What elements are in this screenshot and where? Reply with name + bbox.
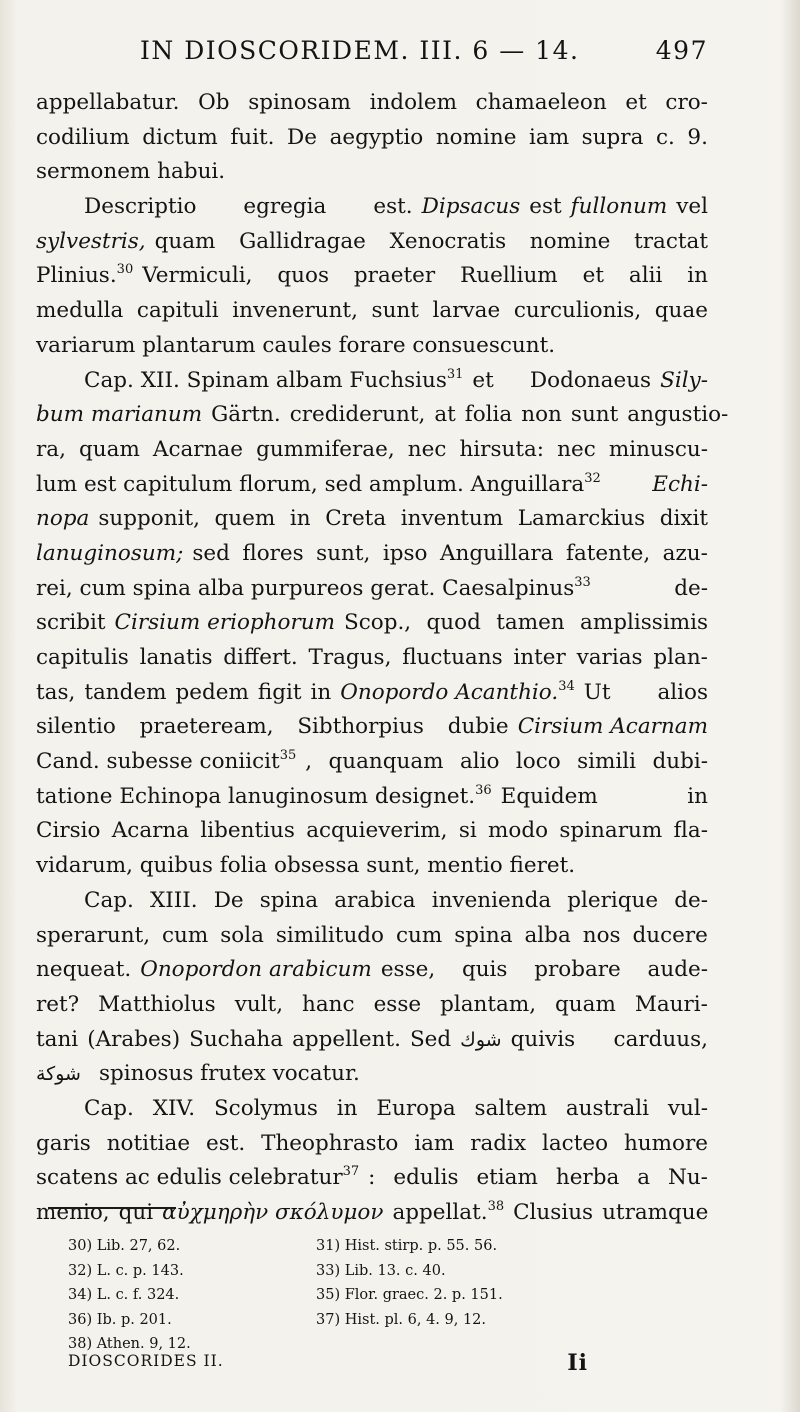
running-title: IN DIOSCORIDEM. III. 6 — 14. [140, 36, 580, 65]
text-line [36, 1196, 708, 1231]
word: radix [470, 1130, 527, 1156]
footnote-reference: 38 [487, 1199, 505, 1214]
word: Tragus, [308, 645, 392, 670]
word: inventum [400, 506, 504, 532]
text-line [36, 849, 708, 884]
text-line [36, 433, 708, 468]
word: sunt, [316, 540, 371, 566]
text-line [36, 780, 708, 815]
word: tandem [84, 679, 167, 705]
text-segment [98, 502, 708, 537]
text-line [36, 121, 708, 156]
text-segment [36, 710, 509, 745]
word: , [305, 749, 313, 775]
italic-text: αὐχμηρὴν σκόλυμον [162, 1200, 384, 1225]
text-segment [513, 1196, 708, 1231]
italic-text: Onopordon arabicum [140, 957, 372, 983]
text-segment [192, 537, 708, 572]
footnote-reference: 37 [342, 1164, 360, 1180]
word: esse [373, 991, 422, 1017]
footnote: 37) Hist. pl. 6, 4. 9, 12. [316, 1311, 487, 1328]
word: loco [515, 749, 561, 775]
word: capitulis [36, 645, 129, 670]
signature-mark: Ii [567, 1350, 588, 1376]
text-line [36, 1057, 708, 1092]
text-segment: de- [674, 575, 708, 601]
word: et [472, 367, 494, 393]
word: plantam, [440, 991, 537, 1017]
word: aegyptio [329, 124, 424, 150]
footnote-row [68, 1283, 628, 1308]
word: tractat [634, 228, 708, 254]
word: si [458, 818, 477, 844]
word: lacteo [541, 1130, 609, 1156]
word: edulis [393, 1165, 459, 1191]
text-line [36, 1092, 708, 1127]
word: invenienda [431, 887, 552, 913]
word: ret? [36, 991, 80, 1017]
word: Anguillara [439, 540, 554, 566]
word: supponit, [98, 506, 200, 532]
word: tas, [36, 679, 76, 705]
word: spina [454, 922, 513, 948]
word: a [637, 1165, 651, 1191]
text-segment: sermonem habui. [36, 159, 226, 185]
word: saltem [474, 1095, 548, 1121]
word: Matthiolus [98, 991, 216, 1017]
text-segment [511, 1023, 708, 1058]
footnote: 31) Hist. stirp. p. 55. 56. [316, 1238, 498, 1254]
text-line [36, 155, 708, 190]
text-line [36, 468, 708, 503]
word: Dodonaeus [529, 367, 652, 393]
italic-text: Echi- [652, 471, 708, 497]
word: utramque [602, 1200, 709, 1225]
word: praeteream, [139, 714, 274, 740]
text-line [36, 884, 708, 919]
word: in [310, 679, 332, 705]
footnote: 35) Flor. graec. 2. p. 151. [316, 1287, 503, 1303]
word: herba [555, 1165, 620, 1191]
word: 9. [687, 124, 708, 150]
word: Theophrasto [261, 1130, 399, 1156]
word: modo [488, 818, 549, 844]
text-line [36, 502, 708, 537]
footnote: 34) L. c. f. 324. [68, 1287, 180, 1303]
italic-text: Dipsacus [421, 194, 521, 220]
text-segment [84, 190, 413, 225]
word: nomine [529, 228, 611, 254]
word: esse, [380, 957, 436, 983]
text-segment: scatens ac edulis celebratur [36, 1165, 343, 1191]
word: De [213, 887, 244, 913]
italic-text: Sily- [660, 367, 708, 393]
word: inter [513, 645, 566, 670]
text-line [36, 988, 708, 1023]
word: invenerunt, [232, 298, 358, 324]
word: flores [242, 540, 304, 566]
text-segment: est [529, 194, 562, 220]
word: sunt [371, 298, 419, 324]
word: spinarum [559, 818, 663, 844]
text-segment: Plinius. [36, 263, 117, 289]
text-segment [344, 606, 708, 641]
word: etiam [476, 1165, 538, 1191]
word: spina [259, 887, 319, 913]
word: Suchaha [189, 1026, 284, 1052]
italic-text: sylvestris, [36, 228, 146, 254]
word: Vermiculi, [142, 263, 253, 289]
word: Ob [198, 90, 230, 115]
word: Equidem [500, 783, 598, 809]
word: sed [192, 540, 230, 566]
text-segment [84, 884, 708, 919]
footnote: 30) Lib. 27, 62. [68, 1238, 181, 1254]
word: tani [36, 1026, 79, 1052]
word: nomine [435, 124, 517, 150]
word: gummiferae, [256, 436, 395, 462]
word: est. [205, 1130, 246, 1156]
word: Mauri- [634, 991, 708, 1017]
text-segment [36, 1023, 451, 1058]
word: quae [654, 298, 708, 324]
word: dictum [142, 124, 218, 150]
text-segment: vel [676, 194, 708, 220]
text-line [36, 606, 708, 641]
word: qui [118, 1200, 154, 1225]
footnote-reference: 33 [574, 574, 591, 590]
word: in [336, 1095, 358, 1121]
footnote: 36) Ib. p. 201. [68, 1311, 172, 1328]
word: Xenocratis [389, 228, 507, 254]
italic-text: lanuginosum; [36, 540, 184, 566]
word: Cirsio [36, 818, 101, 844]
word: humore [623, 1130, 708, 1156]
word: cum [162, 922, 209, 948]
word: quanquam [328, 749, 444, 775]
word: dixit [659, 506, 708, 532]
italic-text: nopa [36, 506, 90, 532]
footnote: 32) L. c. p. 143. [68, 1262, 184, 1279]
word: hirsuta: [459, 436, 545, 462]
word: XIV. [152, 1095, 196, 1121]
word: Acarna [111, 818, 190, 844]
word: c. [655, 124, 675, 150]
text-line [36, 398, 729, 433]
word: Nu- [668, 1165, 708, 1191]
word: fluctuans [402, 645, 503, 670]
text-segment [211, 398, 728, 433]
word: quam [79, 436, 140, 462]
word: : [368, 1165, 376, 1191]
word: Sed [409, 1026, 452, 1052]
word: codilium [36, 124, 130, 150]
word: Sibthorpius [297, 714, 424, 740]
word: De [287, 124, 317, 150]
word: quam [555, 991, 616, 1017]
word: appellabatur. [36, 90, 180, 115]
word: sola [220, 922, 264, 948]
footnotes [68, 1234, 628, 1357]
word: Scop., [344, 610, 412, 636]
footnote-reference: 31 [446, 366, 464, 382]
text-segment [501, 780, 708, 815]
text-line [36, 919, 708, 954]
word: minuscu- [608, 436, 708, 462]
word: egregia [243, 194, 327, 220]
text-line [36, 86, 708, 121]
italic-text: Cirsium Acarnam [517, 714, 708, 740]
word: lanatis [139, 645, 213, 670]
text-segment [36, 814, 708, 849]
arabic-word: شوكة [36, 1063, 81, 1086]
word: figit [257, 679, 302, 705]
footnote-reference: 30 [116, 262, 134, 278]
text-segment [36, 1127, 708, 1162]
footnote: 38) Athen. 9, 12. [68, 1336, 191, 1352]
word: nec [557, 436, 596, 462]
text-segment [36, 919, 708, 954]
text-segment [36, 121, 708, 156]
word: in [687, 783, 708, 809]
text-segment [584, 676, 708, 711]
text-segment [36, 86, 708, 121]
word: Ruellium [460, 263, 558, 289]
word: Cap. [84, 1095, 134, 1121]
text-line [36, 1023, 708, 1058]
word: in [289, 506, 311, 532]
text-segment: rei, cum spina alba purpureos gerat. Caesalpinus [36, 575, 575, 601]
signature-text: DIOSCORIDES II. [68, 1352, 224, 1370]
word: cro- [665, 90, 708, 115]
footnote-reference: 32 [584, 470, 601, 486]
word: Europa [376, 1095, 456, 1121]
text-line [36, 364, 708, 399]
text-segment [36, 1196, 153, 1231]
word: Cap. [84, 887, 134, 913]
text-segment [381, 953, 708, 988]
word: australi [565, 1095, 650, 1121]
word: notitiae [106, 1130, 191, 1156]
word: vul- [667, 1095, 708, 1121]
text-segment [36, 433, 708, 468]
word: indolem [369, 90, 457, 115]
word: de- [674, 887, 708, 913]
text-segment [36, 641, 708, 676]
word: hanc [302, 991, 355, 1017]
footnote-reference: 34 [558, 678, 575, 694]
footnote-row [68, 1259, 628, 1284]
italic-text: Cirsium eriophorum [114, 610, 335, 636]
word: Clusius [513, 1200, 594, 1225]
word: praeter [353, 263, 436, 289]
word: quivis [510, 1026, 576, 1052]
footnote-row [68, 1234, 628, 1259]
word: plan- [653, 645, 708, 670]
word: azu- [662, 540, 708, 566]
word: amplissimis [580, 610, 708, 636]
word: at [434, 402, 456, 428]
word: fatente, [565, 540, 651, 566]
word: et [582, 263, 604, 289]
word: iam [529, 124, 570, 150]
word: pedem [175, 679, 249, 705]
word: in [687, 263, 708, 289]
word: plerique [567, 887, 659, 913]
text-line [36, 225, 708, 260]
word: simili [577, 749, 637, 775]
text-segment: Cand. subesse coniicit [36, 749, 280, 775]
text-segment: scribit [36, 610, 106, 636]
word: carduus, [613, 1026, 708, 1052]
footnote-row [68, 1308, 628, 1333]
word: probare [534, 957, 621, 983]
text-segment: appellat. [392, 1200, 488, 1225]
word: appellent. [292, 1026, 401, 1052]
word: similitudo [275, 922, 384, 948]
text-line [36, 814, 708, 849]
word: Descriptio [84, 194, 197, 220]
word: alba [524, 922, 571, 948]
footnote-reference: 35 [279, 748, 297, 764]
word: quem [214, 506, 276, 532]
italic-text: fullonum [570, 194, 668, 220]
word: menio, [36, 1200, 110, 1225]
text-segment [368, 1161, 708, 1196]
signature-line [68, 1350, 588, 1376]
word: nos [582, 922, 621, 948]
word: est. [373, 194, 413, 220]
word: quod [426, 610, 481, 636]
word: fuit. [230, 124, 275, 150]
word: angustio- [627, 402, 729, 428]
word: nec [407, 436, 447, 462]
word: ducere [632, 922, 708, 948]
word: alios [657, 679, 708, 705]
text-segment [142, 259, 708, 294]
text-line [36, 676, 708, 711]
word: curculionis, [513, 298, 642, 324]
text-segment: lum est capitulum florum, sed amplum. Anguillara [36, 471, 585, 497]
word: non [521, 402, 562, 428]
word: (Arabes) [87, 1026, 181, 1052]
footnote: 33) Lib. 13. c. 40. [316, 1262, 446, 1279]
word: medulla [36, 298, 124, 324]
word: cum [395, 922, 443, 948]
word: larvae [432, 298, 501, 324]
text-segment: spinosus frutex vocatur. [98, 1061, 360, 1087]
text-line [36, 1127, 708, 1162]
word: fla- [673, 818, 708, 844]
text-line [36, 294, 708, 329]
word: vult, [234, 991, 284, 1017]
text-line [36, 537, 708, 572]
word: XIII. [149, 887, 198, 913]
text-segment [36, 676, 331, 711]
word: garis [36, 1130, 91, 1156]
word: sunt [570, 402, 619, 428]
word: alio [459, 749, 500, 775]
main-text [36, 86, 729, 1231]
text-segment: tatione Echinopa lanuginosum designet. [36, 783, 476, 809]
word: dubi- [652, 749, 708, 775]
word: ipso [382, 540, 428, 566]
word: supra [581, 124, 644, 150]
word: crediderunt, [289, 402, 426, 428]
text-line [36, 259, 708, 294]
text-line [36, 1161, 708, 1196]
word: spinosam [248, 90, 351, 115]
word: iam [414, 1130, 455, 1156]
word: Acarnae [152, 436, 243, 462]
text-segment: variarum plantarum caules forare consuescunt. [36, 332, 556, 358]
footnote-reference: 36 [475, 782, 492, 798]
text-segment [155, 225, 708, 260]
word: acquieverim, [306, 818, 448, 844]
word: alii [628, 263, 663, 289]
word: dubie [447, 714, 509, 740]
text-line [36, 710, 708, 745]
word: varias [576, 645, 643, 670]
italic-text: Onopordo Acanthio. [340, 679, 559, 705]
word: quos [277, 263, 330, 289]
text-line [36, 572, 708, 607]
text-segment: Cap. XII. Spinam albam Fuchsius [84, 367, 447, 393]
text-line [36, 953, 708, 988]
text-segment [305, 745, 708, 780]
page-number: 497 [655, 36, 708, 65]
text-segment: vidarum, quibus folia obsessa sunt, mentio fieret. [36, 853, 576, 879]
word: Gärtn. [211, 402, 281, 428]
word: sperarunt, [36, 922, 151, 948]
running-header [36, 36, 708, 72]
word: libentius [200, 818, 295, 844]
word: Ut [583, 679, 611, 705]
text-line [36, 190, 708, 225]
word: ra, [36, 436, 66, 462]
word: quis [461, 957, 508, 983]
word: silentio [36, 714, 116, 740]
word: differt. [223, 645, 298, 670]
word: aude- [647, 957, 708, 983]
word: Scolymus [213, 1095, 318, 1121]
text-line [36, 329, 708, 364]
word: Lamarckius [517, 506, 646, 532]
italic-text: bum marianum [36, 402, 203, 428]
text-segment [36, 988, 708, 1023]
word: et [625, 90, 647, 115]
text-line [36, 641, 708, 676]
arabic-word: شوك [460, 1028, 502, 1051]
text-segment [36, 294, 708, 329]
word: capituli [136, 298, 219, 324]
text-segment: nequeat. [36, 957, 132, 983]
word: Gallidragae [239, 228, 366, 254]
word: arabica [334, 887, 416, 913]
text-line [36, 745, 708, 780]
footnote-rule [48, 1207, 176, 1209]
word: chamaeleon [475, 90, 607, 115]
word: tamen [496, 610, 565, 636]
text-segment [472, 364, 651, 399]
word: folia [464, 402, 513, 428]
word: quam [154, 228, 216, 254]
word: Creta [325, 506, 387, 532]
text-segment [84, 1092, 708, 1127]
